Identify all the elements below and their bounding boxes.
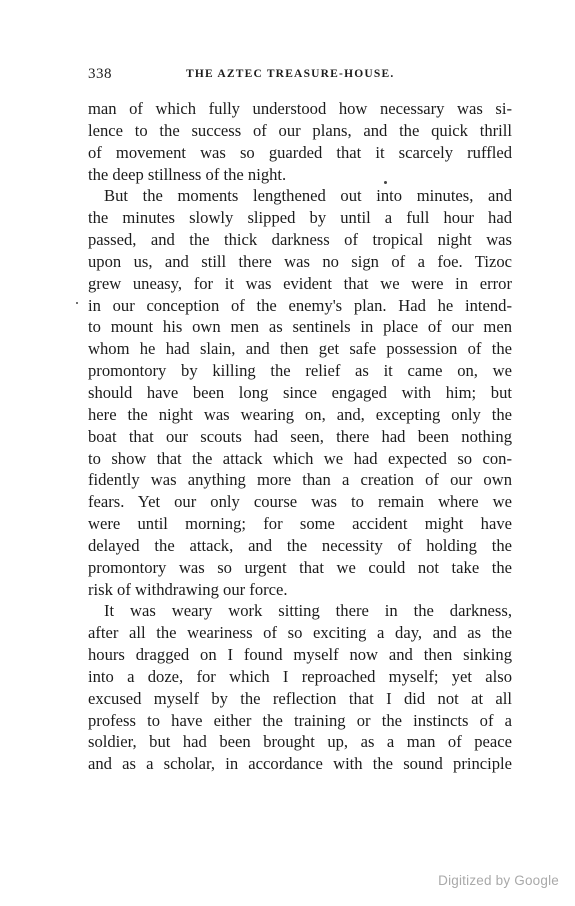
text-line: But the moments lengthened out into minutes, and: [104, 186, 512, 206]
text-line: were until morning; for some accident might have: [88, 514, 512, 534]
text-line: into a doze, for which I reproached myself; yet also: [88, 666, 512, 686]
digitized-by-google-watermark: Digitized by Google: [438, 873, 559, 888]
page-header: [88, 66, 513, 84]
page-body-text: [88, 98, 512, 775]
text-line: risk of withdrawing our force.: [88, 579, 288, 599]
page-number: 338: [88, 66, 112, 82]
text-line: should have been long since engaged with him; but: [88, 382, 512, 402]
text-line: in our conception of the enemy's plan. Had he intend-: [88, 295, 512, 315]
text-line: delayed the attack, and the necessity of holding the: [88, 535, 512, 555]
text-line: here the night was wearing on, and, excepting only the: [88, 404, 512, 424]
text-line: grew uneasy, for it was evident that we were in error: [88, 273, 512, 293]
text-line: lence to the success of our plans, and the quick thrill: [88, 120, 512, 140]
text-line: promontory was so urgent that we could not take the: [88, 557, 512, 577]
ink-speck: [76, 302, 78, 304]
text-line: fears. Yet our only course was to remain where we: [88, 492, 512, 512]
text-line: excused myself by the reflection that I did not at all: [88, 688, 512, 708]
ink-speck: [384, 181, 387, 184]
running-title: THE AZTEC TREASURE-HOUSE.: [186, 68, 395, 80]
text-line: to mount his own men as sentinels in place of our men: [88, 317, 512, 337]
text-line: fidently was anything more than a creation of our own: [88, 470, 512, 490]
text-line: the minutes slowly slipped by until a full hour had: [88, 208, 512, 228]
text-line: profess to have either the training or the instincts of a: [88, 710, 512, 730]
text-line: promontory by killing the relief as it came on, we: [88, 361, 512, 381]
text-line: passed, and the thick darkness of tropical night was: [88, 230, 512, 250]
text-line: of movement was so guarded that it scarcely ruffled: [88, 142, 512, 162]
text-line: whom he had slain, and then get safe possession of the: [88, 339, 512, 359]
text-line: soldier, but had been brought up, as a man of peace: [88, 732, 512, 752]
text-line: and as a scholar, in accordance with the sound principle: [88, 754, 512, 774]
text-line: upon us, and still there was no sign of a foe. Tizoc: [88, 251, 512, 271]
text-line: hours dragged on I found myself now and then sinking: [88, 645, 512, 665]
text-line: after all the weariness of so exciting a day, and as the: [88, 623, 512, 643]
text-line: boat that our scouts had seen, there had been nothing: [88, 426, 512, 446]
text-line: to show that the attack which we had expected so con-: [88, 448, 512, 468]
text-line: It was weary work sitting there in the darkness,: [104, 601, 512, 621]
text-line: the deep stillness of the night.: [88, 164, 287, 184]
text-line: man of which fully understood how necessary was si-: [88, 99, 512, 118]
